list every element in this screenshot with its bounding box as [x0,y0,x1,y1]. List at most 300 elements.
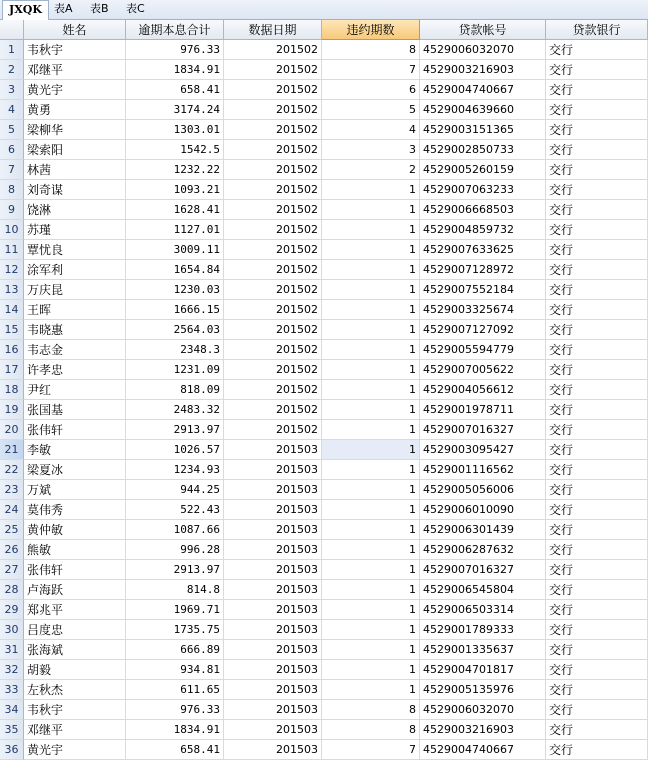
cell-name[interactable]: 张国基 [24,400,126,420]
table-row[interactable] [0,360,648,380]
cell-loan-account[interactable]: 4529001335637 [420,640,546,660]
cell-loan-account[interactable]: 4529006032070 [420,40,546,60]
table-row[interactable] [0,120,648,140]
cell-name[interactable]: 莫伟秀 [24,500,126,520]
cell-loan-bank[interactable]: 交行 [546,260,648,280]
row-number[interactable]: 32 [0,660,24,680]
cell-data-date[interactable]: 201503 [224,500,322,520]
cell-loan-bank[interactable]: 交行 [546,320,648,340]
cell-overdue-total[interactable]: 2913.97 [126,560,224,580]
cell-name[interactable]: 梁柳华 [24,120,126,140]
row-number[interactable]: 25 [0,520,24,540]
table-row[interactable] [0,60,648,80]
cell-loan-bank[interactable]: 交行 [546,280,648,300]
table-row[interactable] [0,440,648,460]
cell-overdue-total[interactable]: 1234.93 [126,460,224,480]
row-number[interactable]: 17 [0,360,24,380]
cell-loan-bank[interactable]: 交行 [546,180,648,200]
cell-data-date[interactable]: 201503 [224,700,322,720]
cell-data-date[interactable]: 201502 [224,80,322,100]
cell-overdue-total[interactable]: 3174.24 [126,100,224,120]
table-row[interactable] [0,660,648,680]
cell-name[interactable]: 韦晓惠 [24,320,126,340]
cell-loan-account[interactable]: 4529006545804 [420,580,546,600]
corner-cell[interactable] [0,20,24,40]
table-row[interactable] [0,460,648,480]
cell-data-date[interactable]: 201502 [224,120,322,140]
cell-overdue-total[interactable]: 976.33 [126,40,224,60]
cell-name[interactable]: 覃忧良 [24,240,126,260]
cell-loan-bank[interactable]: 交行 [546,520,648,540]
cell-default-periods[interactable]: 8 [322,700,420,720]
table-row[interactable] [0,540,648,560]
cell-overdue-total[interactable]: 2564.03 [126,320,224,340]
table-row[interactable] [0,100,648,120]
cell-loan-bank[interactable]: 交行 [546,100,648,120]
cell-loan-bank[interactable]: 交行 [546,500,648,520]
cell-overdue-total[interactable]: 1654.84 [126,260,224,280]
row-number[interactable]: 11 [0,240,24,260]
cell-loan-account[interactable]: 4529004740667 [420,740,546,760]
cell-overdue-total[interactable]: 1026.57 [126,440,224,460]
cell-default-periods[interactable]: 4 [322,120,420,140]
cell-default-periods[interactable]: 1 [322,500,420,520]
cell-overdue-total[interactable]: 1834.91 [126,720,224,740]
cell-loan-bank[interactable]: 交行 [546,420,648,440]
cell-data-date[interactable]: 201502 [224,300,322,320]
cell-name[interactable]: 韦秋宇 [24,40,126,60]
cell-loan-bank[interactable]: 交行 [546,240,648,260]
cell-data-date[interactable]: 201502 [224,380,322,400]
tab-table-b[interactable]: 表B [90,2,109,15]
row-number[interactable]: 33 [0,680,24,700]
cell-loan-bank[interactable]: 交行 [546,580,648,600]
cell-name[interactable]: 苏瑾 [24,220,126,240]
cell-data-date[interactable]: 201502 [224,280,322,300]
cell-name[interactable]: 黄光宇 [24,740,126,760]
cell-default-periods[interactable]: 1 [322,200,420,220]
table-row[interactable] [0,280,648,300]
cell-overdue-total[interactable]: 2483.32 [126,400,224,420]
table-row[interactable] [0,80,648,100]
cell-data-date[interactable]: 201503 [224,600,322,620]
cell-overdue-total[interactable]: 1628.41 [126,200,224,220]
table-row[interactable] [0,700,648,720]
row-number[interactable]: 1 [0,40,24,60]
row-number[interactable]: 24 [0,500,24,520]
table-row[interactable] [0,640,648,660]
cell-loan-account[interactable]: 4529003151365 [420,120,546,140]
cell-name[interactable]: 熊敏 [24,540,126,560]
column-header-loan-bank[interactable]: 贷款银行 [546,20,648,40]
cell-default-periods[interactable]: 1 [322,580,420,600]
cell-name[interactable]: 王晖 [24,300,126,320]
cell-data-date[interactable]: 201503 [224,540,322,560]
cell-loan-bank[interactable]: 交行 [546,640,648,660]
cell-data-date[interactable]: 201502 [224,340,322,360]
cell-default-periods[interactable]: 1 [322,180,420,200]
cell-default-periods[interactable]: 1 [322,400,420,420]
cell-default-periods[interactable]: 1 [322,600,420,620]
cell-default-periods[interactable]: 1 [322,380,420,400]
cell-data-date[interactable]: 201502 [224,100,322,120]
cell-name[interactable]: 张海斌 [24,640,126,660]
table-row[interactable] [0,300,648,320]
table-row[interactable] [0,400,648,420]
row-number[interactable]: 29 [0,600,24,620]
cell-default-periods[interactable]: 1 [322,440,420,460]
cell-loan-bank[interactable]: 交行 [546,560,648,580]
cell-data-date[interactable]: 201502 [224,160,322,180]
cell-loan-account[interactable]: 4529004056612 [420,380,546,400]
cell-default-periods[interactable]: 1 [322,520,420,540]
cell-data-date[interactable]: 201503 [224,680,322,700]
cell-data-date[interactable]: 201503 [224,480,322,500]
cell-loan-account[interactable]: 4529006503314 [420,600,546,620]
cell-name[interactable]: 涂军利 [24,260,126,280]
cell-default-periods[interactable]: 1 [322,620,420,640]
cell-overdue-total[interactable]: 658.41 [126,740,224,760]
cell-data-date[interactable]: 201503 [224,660,322,680]
cell-loan-bank[interactable]: 交行 [546,220,648,240]
cell-default-periods[interactable]: 1 [322,260,420,280]
cell-name[interactable]: 许孝忠 [24,360,126,380]
cell-overdue-total[interactable]: 2348.3 [126,340,224,360]
cell-name[interactable]: 左秋杰 [24,680,126,700]
cell-loan-account[interactable]: 4529006032070 [420,700,546,720]
cell-loan-account[interactable]: 4529005260159 [420,160,546,180]
row-number[interactable]: 36 [0,740,24,760]
table-row[interactable] [0,380,648,400]
cell-loan-bank[interactable]: 交行 [546,680,648,700]
table-row[interactable] [0,200,648,220]
cell-loan-bank[interactable]: 交行 [546,380,648,400]
cell-default-periods[interactable]: 1 [322,280,420,300]
cell-name[interactable]: 刘奇谋 [24,180,126,200]
cell-data-date[interactable]: 201502 [224,200,322,220]
cell-data-date[interactable]: 201502 [224,180,322,200]
cell-loan-account[interactable]: 4529007128972 [420,260,546,280]
cell-overdue-total[interactable]: 611.65 [126,680,224,700]
cell-loan-account[interactable]: 4529007016327 [420,420,546,440]
cell-default-periods[interactable]: 1 [322,680,420,700]
cell-loan-account[interactable]: 4529001978711 [420,400,546,420]
cell-loan-account[interactable]: 4529007063233 [420,180,546,200]
cell-name[interactable]: 吕度忠 [24,620,126,640]
table-row[interactable] [0,560,648,580]
cell-name[interactable]: 万斌 [24,480,126,500]
cell-overdue-total[interactable]: 3009.11 [126,240,224,260]
row-number[interactable]: 18 [0,380,24,400]
table-row[interactable] [0,520,648,540]
row-number[interactable]: 5 [0,120,24,140]
table-row[interactable] [0,420,648,440]
row-number[interactable]: 22 [0,460,24,480]
cell-loan-bank[interactable]: 交行 [546,460,648,480]
cell-overdue-total[interactable]: 944.25 [126,480,224,500]
row-number[interactable]: 16 [0,340,24,360]
cell-loan-bank[interactable]: 交行 [546,600,648,620]
cell-default-periods[interactable]: 8 [322,40,420,60]
cell-loan-bank[interactable]: 交行 [546,720,648,740]
cell-name[interactable]: 饶淋 [24,200,126,220]
cell-loan-account[interactable]: 4529006301439 [420,520,546,540]
table-row[interactable] [0,600,648,620]
column-header-default-periods[interactable]: 违约期数 [322,20,420,40]
cell-name[interactable]: 李敏 [24,440,126,460]
tab-table-c[interactable]: 表C [126,2,145,15]
row-number[interactable]: 2 [0,60,24,80]
cell-name[interactable]: 张伟轩 [24,420,126,440]
table-row[interactable] [0,260,648,280]
cell-overdue-total[interactable]: 818.09 [126,380,224,400]
cell-data-date[interactable]: 201502 [224,40,322,60]
cell-data-date[interactable]: 201503 [224,720,322,740]
cell-name[interactable]: 郑兆平 [24,600,126,620]
row-number[interactable]: 14 [0,300,24,320]
table-row[interactable] [0,480,648,500]
cell-overdue-total[interactable]: 996.28 [126,540,224,560]
cell-name[interactable]: 万庆昆 [24,280,126,300]
table-row[interactable] [0,240,648,260]
cell-name[interactable]: 黄仲敏 [24,520,126,540]
cell-loan-account[interactable]: 4529007633625 [420,240,546,260]
cell-loan-bank[interactable]: 交行 [546,700,648,720]
cell-loan-account[interactable]: 4529004740667 [420,80,546,100]
table-row[interactable] [0,160,648,180]
cell-data-date[interactable]: 201503 [224,740,322,760]
row-number[interactable]: 23 [0,480,24,500]
cell-default-periods[interactable]: 1 [322,560,420,580]
cell-default-periods[interactable]: 6 [322,80,420,100]
cell-data-date[interactable]: 201503 [224,580,322,600]
cell-default-periods[interactable]: 1 [322,340,420,360]
cell-overdue-total[interactable]: 1127.01 [126,220,224,240]
cell-default-periods[interactable]: 5 [322,100,420,120]
cell-loan-bank[interactable]: 交行 [546,80,648,100]
table-row[interactable] [0,140,648,160]
row-number[interactable]: 20 [0,420,24,440]
cell-name[interactable]: 黄光宇 [24,80,126,100]
cell-loan-account[interactable]: 4529001789333 [420,620,546,640]
table-row[interactable] [0,740,648,760]
cell-default-periods[interactable]: 3 [322,140,420,160]
cell-default-periods[interactable]: 1 [322,300,420,320]
tab-jxqk[interactable]: JXQK [2,0,49,21]
cell-loan-bank[interactable]: 交行 [546,140,648,160]
cell-default-periods[interactable]: 1 [322,420,420,440]
column-header-loan-account[interactable]: 贷款帐号 [420,20,546,40]
cell-loan-account[interactable]: 4529006287632 [420,540,546,560]
row-number[interactable]: 34 [0,700,24,720]
cell-default-periods[interactable]: 1 [322,540,420,560]
cell-default-periods[interactable]: 1 [322,480,420,500]
cell-loan-bank[interactable]: 交行 [546,660,648,680]
cell-loan-bank[interactable]: 交行 [546,480,648,500]
row-number[interactable]: 9 [0,200,24,220]
cell-name[interactable]: 张伟轩 [24,560,126,580]
table-row[interactable] [0,500,648,520]
cell-data-date[interactable]: 201502 [224,320,322,340]
cell-overdue-total[interactable]: 1666.15 [126,300,224,320]
cell-data-date[interactable]: 201502 [224,140,322,160]
cell-loan-account[interactable]: 4529007552184 [420,280,546,300]
cell-overdue-total[interactable]: 1834.91 [126,60,224,80]
cell-loan-bank[interactable]: 交行 [546,620,648,640]
cell-loan-account[interactable]: 4529005135976 [420,680,546,700]
row-number[interactable]: 3 [0,80,24,100]
cell-loan-bank[interactable]: 交行 [546,400,648,420]
cell-overdue-total[interactable]: 2913.97 [126,420,224,440]
row-number[interactable]: 35 [0,720,24,740]
column-header-name[interactable]: 姓名 [24,20,126,40]
cell-default-periods[interactable]: 1 [322,460,420,480]
cell-default-periods[interactable]: 1 [322,320,420,340]
cell-loan-account[interactable]: 4529002850733 [420,140,546,160]
tab-table-a[interactable]: 表A [54,2,73,15]
cell-loan-bank[interactable]: 交行 [546,540,648,560]
table-row[interactable] [0,680,648,700]
table-row[interactable] [0,340,648,360]
table-row[interactable] [0,580,648,600]
row-number[interactable]: 7 [0,160,24,180]
cell-loan-account[interactable]: 4529001116562 [420,460,546,480]
cell-data-date[interactable]: 201502 [224,360,322,380]
cell-overdue-total[interactable]: 1303.01 [126,120,224,140]
cell-name[interactable]: 邓继平 [24,720,126,740]
cell-default-periods[interactable]: 7 [322,60,420,80]
row-number[interactable]: 19 [0,400,24,420]
row-number[interactable]: 15 [0,320,24,340]
cell-data-date[interactable]: 201502 [224,260,322,280]
cell-overdue-total[interactable]: 1969.71 [126,600,224,620]
cell-loan-account[interactable]: 4529003216903 [420,60,546,80]
cell-loan-bank[interactable]: 交行 [546,60,648,80]
cell-loan-bank[interactable]: 交行 [546,160,648,180]
cell-default-periods[interactable]: 1 [322,640,420,660]
cell-default-periods[interactable]: 1 [322,360,420,380]
table-row[interactable] [0,220,648,240]
cell-data-date[interactable]: 201503 [224,460,322,480]
row-number[interactable]: 21 [0,440,24,460]
cell-overdue-total[interactable]: 934.81 [126,660,224,680]
column-header-overdue-total[interactable]: 逾期本息合计 [126,20,224,40]
cell-overdue-total[interactable]: 976.33 [126,700,224,720]
row-number[interactable]: 8 [0,180,24,200]
cell-overdue-total[interactable]: 1542.5 [126,140,224,160]
cell-loan-bank[interactable]: 交行 [546,40,648,60]
column-header-data-date[interactable]: 数据日期 [224,20,322,40]
cell-name[interactable]: 胡毅 [24,660,126,680]
cell-default-periods[interactable]: 8 [322,720,420,740]
row-number[interactable]: 6 [0,140,24,160]
table-row[interactable] [0,720,648,740]
row-number[interactable]: 10 [0,220,24,240]
cell-data-date[interactable]: 201503 [224,640,322,660]
cell-overdue-total[interactable]: 1093.21 [126,180,224,200]
cell-name[interactable]: 卢海跃 [24,580,126,600]
cell-loan-account[interactable]: 4529004859732 [420,220,546,240]
cell-overdue-total[interactable]: 522.43 [126,500,224,520]
cell-loan-account[interactable]: 4529007127092 [420,320,546,340]
cell-overdue-total[interactable]: 1231.09 [126,360,224,380]
table-row[interactable] [0,620,648,640]
cell-name[interactable]: 邓继平 [24,60,126,80]
row-number[interactable]: 12 [0,260,24,280]
cell-overdue-total[interactable]: 814.8 [126,580,224,600]
cell-loan-account[interactable]: 4529003095427 [420,440,546,460]
cell-data-date[interactable]: 201502 [224,60,322,80]
row-number[interactable]: 13 [0,280,24,300]
cell-loan-account[interactable]: 4529006010090 [420,500,546,520]
cell-name[interactable]: 尹红 [24,380,126,400]
cell-name[interactable]: 黄勇 [24,100,126,120]
row-number[interactable]: 27 [0,560,24,580]
cell-loan-account[interactable]: 4529004639660 [420,100,546,120]
cell-overdue-total[interactable]: 1230.03 [126,280,224,300]
cell-default-periods[interactable]: 1 [322,220,420,240]
cell-default-periods[interactable]: 7 [322,740,420,760]
cell-data-date[interactable]: 201503 [224,620,322,640]
cell-default-periods[interactable]: 1 [322,240,420,260]
cell-data-date[interactable]: 201502 [224,400,322,420]
cell-loan-bank[interactable]: 交行 [546,360,648,380]
cell-name[interactable]: 林茜 [24,160,126,180]
cell-data-date[interactable]: 201503 [224,560,322,580]
cell-name[interactable]: 梁索阳 [24,140,126,160]
row-number[interactable]: 30 [0,620,24,640]
cell-overdue-total[interactable]: 666.89 [126,640,224,660]
cell-loan-account[interactable]: 4529005594779 [420,340,546,360]
cell-data-date[interactable]: 201503 [224,520,322,540]
cell-name[interactable]: 韦秋宇 [24,700,126,720]
cell-data-date[interactable]: 201502 [224,220,322,240]
table-row[interactable] [0,320,648,340]
cell-overdue-total[interactable]: 658.41 [126,80,224,100]
cell-overdue-total[interactable]: 1735.75 [126,620,224,640]
row-number[interactable]: 4 [0,100,24,120]
cell-overdue-total[interactable]: 1087.66 [126,520,224,540]
cell-data-date[interactable]: 201502 [224,240,322,260]
header-row [0,20,648,40]
row-number[interactable]: 31 [0,640,24,660]
cell-overdue-total[interactable]: 1232.22 [126,160,224,180]
table-row[interactable] [0,40,648,60]
cell-name[interactable]: 梁夏冰 [24,460,126,480]
cell-loan-bank[interactable]: 交行 [546,200,648,220]
cell-loan-account[interactable]: 4529003216903 [420,720,546,740]
row-number[interactable]: 28 [0,580,24,600]
cell-loan-account[interactable]: 4529003325674 [420,300,546,320]
cell-loan-account[interactable]: 4529006668503 [420,200,546,220]
cell-default-periods[interactable]: 1 [322,660,420,680]
cell-loan-bank[interactable]: 交行 [546,440,648,460]
cell-name[interactable]: 韦志金 [24,340,126,360]
cell-loan-bank[interactable]: 交行 [546,740,648,760]
cell-default-periods[interactable]: 2 [322,160,420,180]
cell-loan-account[interactable]: 4529007016327 [420,560,546,580]
cell-data-date[interactable]: 201503 [224,440,322,460]
row-number[interactable]: 26 [0,540,24,560]
cell-loan-account[interactable]: 4529005056006 [420,480,546,500]
cell-loan-bank[interactable]: 交行 [546,340,648,360]
cell-loan-account[interactable]: 4529004701817 [420,660,546,680]
cell-loan-bank[interactable]: 交行 [546,300,648,320]
cell-loan-bank[interactable]: 交行 [546,120,648,140]
table-row[interactable] [0,180,648,200]
cell-data-date[interactable]: 201502 [224,420,322,440]
cell-loan-account[interactable]: 4529007005622 [420,360,546,380]
